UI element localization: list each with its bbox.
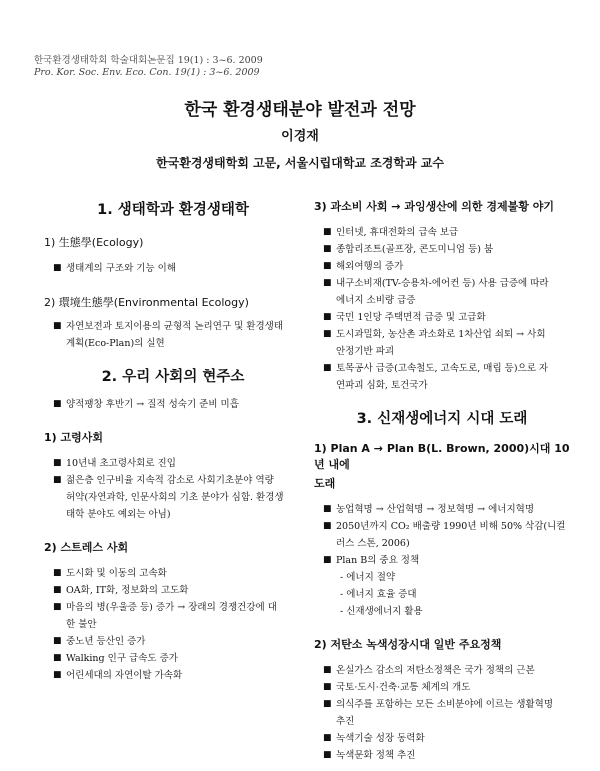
list-item: ■ 인터넷, 휴대전화의 급속 보급 [323,227,459,238]
list-item: ■ Walking 인구 급속도 증가 [53,653,178,664]
author-name: 이경재 [281,129,319,144]
list-item: ■ 녹색문화 정책 추진 [323,750,416,761]
ecology-list [44,260,302,277]
list-item-continuation: 허약(자연과학, 인문사회의 기초 분야가 심함. 환경생 [66,492,284,503]
list-item: ■ 젊은층 인구비율 지속적 감소로 사회기초분야 역량 [53,475,274,486]
list-item: ■ 국토·도시·건축·교통 체계의 개도 [323,682,471,693]
list-item-continuation: 에너지 소비량 급증 [336,295,416,306]
list-item: ■ 도시화 및 이동의 고속화 [53,568,167,579]
subsection-plan-b-continuation: 도래 [314,477,336,490]
paper-title: 한국 환경생태분야 발전과 전망 [184,100,416,120]
low-carbon-policy-list [314,662,570,764]
list-item-continuation: 안정기반 파괴 [336,346,395,357]
list-item: ■ 토목공사 급증(고속철도, 고속도로, 매립 등)으로 자 [323,363,549,374]
subsection-ecology: 1) 生態學(Ecology) [44,236,144,249]
subsection-stress-society: 2) 스트레스 사회 [44,541,129,554]
plan-b-policy-list [314,569,570,620]
list-item-continuation: 러스 스톤, 2006) [336,538,410,549]
list-item: - 에너지 효율 증대 [340,589,417,600]
left-column [44,198,302,684]
subsection-low-carbon-policy: 2) 저탄소 녹색성장시대 일반 주요정책 [314,638,502,651]
list-item: ■ OA화, IT화, 정보화의 고도화 [53,585,189,596]
list-item: - 에너지 절약 [340,572,396,583]
section-1-heading: 1. 생태학과 환경생태학 [97,202,249,218]
subsection-environmental-ecology: 2) 環境生態學(Environmental Ecology) [44,296,249,309]
section-3-heading: 3. 신재생에너지 시대 도래 [356,411,528,427]
list-item: ■ 도시과밀화, 농산촌 과소화로 1차산업 쇠퇴 → 사회 [323,329,546,340]
list-item: ■ 국민 1인당 주택면적 급증 및 고급화 [323,312,486,323]
list-item: ■ 농업혁명 → 산업혁명 → 정보혁명 → 에너지혁명 [323,504,535,515]
list-item: ■ 해외여행의 증가 [323,261,404,272]
list-item: ■ 중노년 등산인 증가 [53,636,146,647]
list-item: ■ 녹색기술 성장 동력화 [323,733,425,744]
journal-citation-english: Pro. Kor. Soc. Env. Eco. Con. 19(1) : 3~6. 2009 [34,67,260,78]
list-item: ■ 생태계의 구조와 기능 이해 [53,263,177,274]
list-item: - 신재생에너지 활용 [340,606,423,617]
list-item-continuation: 한 불안 [66,619,97,630]
list-item: ■ 마음의 병(우울증 등) 증가 → 장래의 경쟁건강에 대 [53,602,277,613]
list-item: ■ 의식주를 포함하는 모든 소비분야에 이르는 생활혁명 [323,699,553,710]
list-item-continuation: 계획(Eco-Plan)의 실현 [66,338,165,349]
journal-citation-korean: 한국환경생태학회 학술대회논문집 19(1) : 3~6. 2009 [34,55,263,66]
list-item-continuation: 연파괴 심화, 토건국가 [336,380,428,391]
right-column [314,198,570,764]
subsection-plan-b: 1) Plan A → Plan B(L. Brown, 2000)시대 10년 내에 [314,442,570,471]
aging-society-list [44,455,302,523]
list-item: ■ 2050년까지 CO₂ 배출량 1990년 비해 50% 삭감(니컬 [323,521,566,532]
plan-b-list [314,501,570,569]
list-item: ■ 10년내 초고령사회로 진입 [53,458,176,469]
subsection-overconsumption: 3) 과소비 사회 → 과잉생산에 의한 경제불황 야기 [314,200,554,213]
list-item: ■ 종합리조트(골프장, 콘도미니엄 등) 붐 [323,244,494,255]
list-item-continuation: 태학 분야도 예외는 아님) [66,509,171,520]
list-item: ■ 어린세대의 자연이탈 가속화 [53,670,183,681]
list-item-continuation: 추진 [336,716,355,727]
subsection-aging-society: 1) 고령사회 [44,431,104,444]
society-status-list [44,396,302,413]
environmental-ecology-list [44,318,302,352]
list-item: ■ Plan B의 중요 정책 [323,555,420,566]
list-item: ■ 자연보전과 토지이용의 균형적 논리연구 및 환경생태 [53,321,283,332]
list-item: ■ 양적팽창 후반기 → 질적 성숙기 준비 미흡 [53,399,239,410]
author-affiliation: 한국환경생태학회 고문, 서울시립대학교 조경학과 교수 [156,156,444,170]
list-item: ■ 내구소비재(TV-승용차-에어컨 등) 사용 급증에 따라 [323,278,549,289]
section-2-heading: 2. 우리 사회의 현주소 [101,369,245,385]
overconsumption-list [314,224,570,394]
list-item: ■ 온실가스 감소의 저탄소정책은 국가 정책의 근본 [323,665,535,676]
stress-society-list [44,565,302,684]
